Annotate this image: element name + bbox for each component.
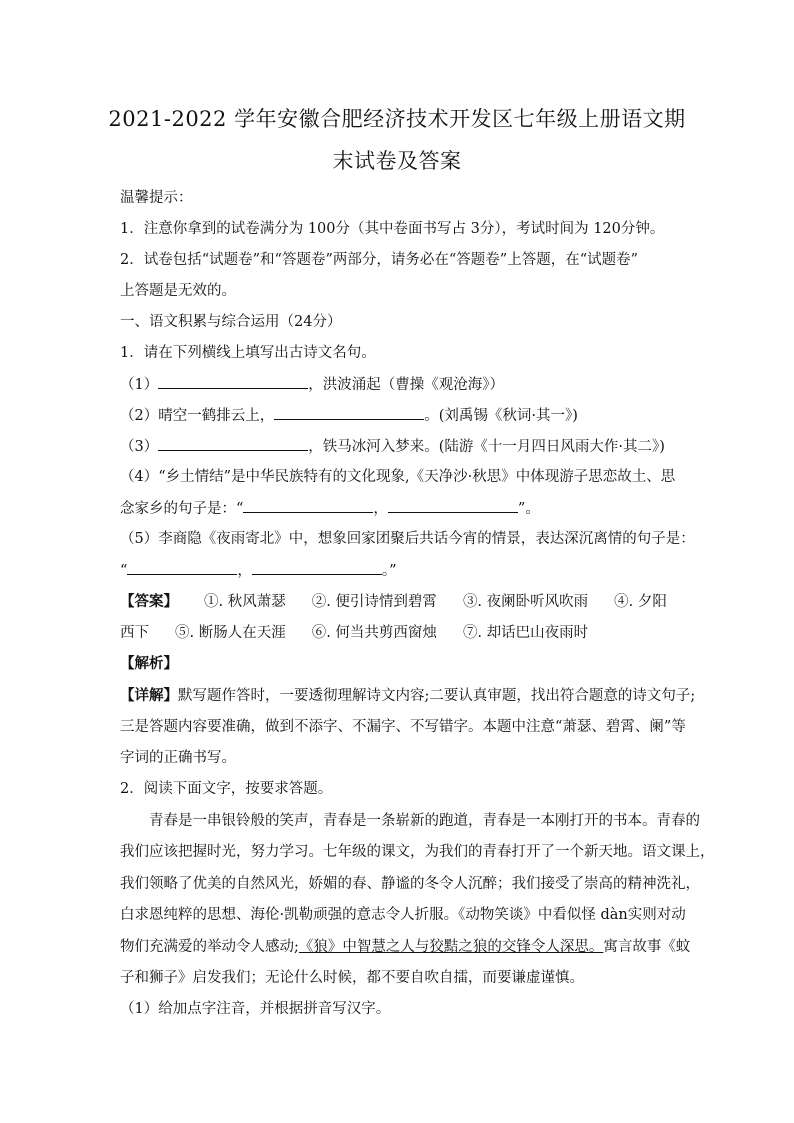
question-1-part-5a: （5）李商隐《夜雨寄北》中，想象回家团聚后共话今宵的情景，表达深沉离情的句子是： — [120, 531, 695, 547]
answer-item: ④. 夕阳 — [614, 594, 667, 610]
answer-blank — [127, 560, 237, 575]
answer-blank — [252, 560, 382, 575]
question-1-part-2 — [120, 405, 680, 426]
analysis-label: 【解析】 — [120, 655, 178, 672]
q1-p2-post: 。(刘禹锡《秋词·其一》) — [424, 408, 578, 424]
tips-item-2b: 上答题是无效的。 — [120, 283, 236, 299]
q1-p5b-post: 。” — [381, 563, 397, 579]
answer-item: ⑥. 何当共剪西窗烛 — [311, 625, 437, 641]
answer-blank — [158, 436, 308, 451]
passage-line-4: 白求恩纯粹的思想、海伦·凯勒顽强的意志令人折服。《动物笑谈》中看似怪 dàn实则对动 — [120, 907, 686, 923]
passage-5b: 寓言故事《蚊 — [603, 939, 691, 955]
answer-blank — [388, 498, 518, 513]
answer-item: ②. 便引诗情到碧霄 — [311, 594, 437, 610]
answer-item: ③. 夜阑卧听风吹雨 — [462, 594, 589, 610]
answer-row-1 — [120, 592, 680, 612]
question-2-sub-1: （1）给加点字注音，并根据拼音写汉字。 — [120, 1001, 391, 1017]
question-1-part-3 — [120, 436, 680, 457]
question-1-stem: 1．请在下列横线上填写出古诗文名句。 — [120, 345, 376, 361]
analysis-detail-c: 字词的正确书写。 — [120, 750, 236, 766]
passage-5a: 物们充满爱的举动令人感动; — [120, 939, 299, 955]
page-title-line1: 2021-2022 学年安徽合肥经济技术开发区七年级上册语文期 — [108, 107, 686, 131]
question-1-part-4a: （4）“乡土情结”是中华民族特有的文化现象,《天净沙·秋思》中体现游子思恋故土、思 — [120, 469, 676, 485]
analysis-detail-b: 三是答题内容要准确，做到不添字、不漏字、不写错字。本题中注意“萧瑟、碧霄、阑”等 — [120, 719, 686, 735]
tips-heading: 温馨提示： — [120, 190, 193, 206]
answer-blank — [158, 374, 308, 389]
page-title-line2: 末试卷及答案 — [332, 149, 462, 173]
answer-blank — [274, 405, 424, 420]
q1-p1-post: ，洪波涌起（曹操《观沧海》） — [308, 377, 504, 393]
passage-line-6: 子和狮子》启发我们；无论什么时候，都不要自吹自擂，而要谦虚谨慎。 — [120, 970, 584, 986]
answer-item: ⑤. 断肠人在天涯 — [175, 625, 286, 641]
answer-item-continued: 西下 — [120, 625, 149, 641]
detail-label: 【详解】 — [120, 687, 178, 704]
passage-line-1: 青春是一串银铃般的笑声，青春是一条崭新的跑道，青春是一本刚打开的书本。青春的 — [149, 813, 700, 829]
analysis-detail-a — [120, 686, 696, 706]
passage-underlined: 《狼》中智慧之人与狡黠之狼的交锋令人深思。 — [298, 939, 604, 955]
q1-p5b-pre: “ — [120, 563, 128, 579]
tips-item-2a: 2．试卷包括“试题卷”和“答题卷”两部分，请务必在“答题卷”上答题，在“试题卷” — [120, 252, 639, 268]
q1-p4b-pre: 念家乡的句子是：“ — [120, 501, 244, 517]
answer-row-2 — [120, 623, 680, 643]
answer-label: 【答案】 — [120, 593, 178, 610]
question-1-part-1 — [120, 374, 680, 395]
q1-p4b-post: ”。 — [517, 501, 540, 517]
passage-line-5 — [120, 937, 691, 957]
question-1-part-5b — [120, 560, 680, 581]
question-2-stem: 2．阅读下面文字，按要求答题。 — [120, 781, 333, 797]
passage-line-3: 我们领略了优美的自然风光，娇媚的春、静谧的冬令人沉醉；我们接受了崇高的精神洗礼， — [120, 876, 700, 892]
q1-p5b-mid: ， — [237, 563, 252, 579]
passage-line-2: 我们应该把握时光，努力学习。七年级的课文，为我们的青春打开了一个新天地。语文课上， — [120, 844, 715, 860]
q1-p2-pre: （2）晴空一鹤排云上， — [120, 408, 275, 424]
detail-text: 默写题作答时，一要透彻理解诗文内容;二要认真审题，找出符合题意的诗文句子; — [178, 688, 696, 704]
q1-p3-post: ，铁马冰河入梦来。(陆游《十一月四日风雨大作·其二》) — [308, 439, 665, 455]
q1-p3-pre: （3） — [120, 439, 159, 455]
answer-item: ⑦. 却话巴山夜雨时 — [462, 625, 589, 641]
question-1-part-4b: 念家乡的句子是：“ ， ”。 — [120, 498, 680, 519]
answer-item: ①. 秋风萧瑟 — [204, 594, 286, 610]
answer-blank — [243, 498, 373, 513]
section-heading: 一、语文积累与综合运用（24分） — [120, 314, 342, 330]
q1-p1-pre: （1） — [120, 377, 159, 393]
tips-item-1: 1．注意你拿到的试卷满分为 100分（其中卷面书写占 3分），考试时间为 120分钟。 — [120, 221, 665, 237]
